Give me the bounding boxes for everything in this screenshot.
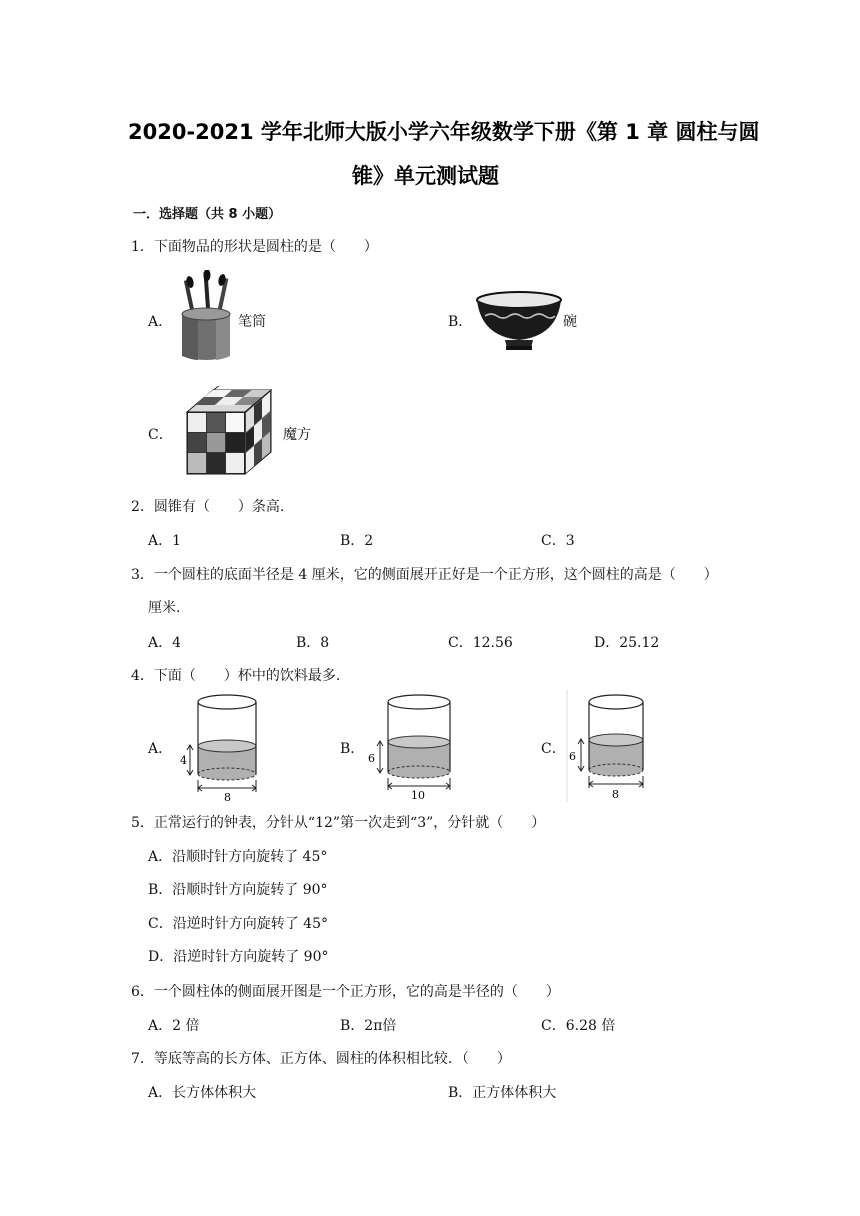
question-7-stem: 7．等底等高的长方体、正方体、圆柱的体积相比较．（ ） (131, 1051, 511, 1067)
question-3-option-a: A．4 (148, 635, 182, 651)
question-5-option-d: D．沿逆时针方向旋转了 90° (148, 949, 329, 965)
question-1-option-b-text: 碗 (563, 314, 577, 330)
cup-c-height-label: 6 (569, 750, 576, 763)
question-1-option-c-text: 魔方 (283, 427, 311, 443)
question-5-option-c: C．沿逆时针方向旋转了 45° (148, 916, 328, 932)
cup-a-image (170, 690, 262, 802)
question-2-stem: 2．圆锥有（ ）条高. (131, 499, 285, 515)
question-4-option-c-letter: C． (541, 741, 566, 757)
question-4-option-b-letter: B． (340, 741, 365, 757)
rubiks-cube-image (183, 386, 275, 478)
question-6-option-a: A．2 倍 (148, 1018, 200, 1034)
question-3-option-d: D．25.12 (594, 635, 660, 651)
question-3-option-b: B．8 (296, 635, 330, 651)
question-4-option-a-letter: A． (148, 741, 173, 757)
cup-a-width-label: 8 (224, 791, 231, 802)
question-6-option-b: B．2π倍 (340, 1018, 397, 1034)
question-2-option-c: C．3 (541, 533, 575, 549)
question-1-option-c-letter: C． (148, 427, 173, 443)
question-6-option-c: C．6.28 倍 (541, 1018, 616, 1034)
page-title-line2: 锥》单元测试题 (352, 164, 499, 188)
question-7-option-b: B．正方体体积大 (448, 1085, 557, 1101)
question-5-stem: 5．正常运行的钟表，分针从“12”第一次走到“3”，分针就（ ） (131, 815, 546, 831)
question-1-option-a-letter: A． (148, 314, 173, 330)
section-header: 一．选择题（共 8 小题） (133, 207, 282, 222)
question-1-option-b-letter: B． (448, 314, 473, 330)
cup-b-width-label: 10 (411, 789, 425, 802)
cup-b-image (362, 690, 458, 802)
question-3-stem: 3．一个圆柱的底面半径是 4 厘米，它的侧面展开正好是一个正方形，这个圆柱的高是（ ） (131, 567, 718, 583)
cup-c-image (563, 690, 649, 802)
page-title-line1: 2020-2021 学年北师大版小学六年级数学下册《第 1 章 圆柱与圆 (128, 120, 760, 144)
cup-b-height-label: 6 (368, 752, 375, 765)
question-1-option-a-text: 笔筒 (238, 314, 266, 330)
cup-c-width-label: 8 (612, 788, 619, 801)
pen-holder-image (176, 270, 236, 362)
question-3-option-c: C．12.56 (448, 635, 513, 651)
question-5-option-a: A．沿顺时针方向旋转了 45° (148, 849, 328, 865)
question-2-option-b: B．2 (340, 533, 374, 549)
question-3-stem-continued: 厘米. (148, 600, 181, 616)
bowl-image (475, 290, 563, 352)
question-7-option-a: A．长方体体积大 (148, 1085, 257, 1101)
question-4-stem: 4．下面（ ）杯中的饮料最多. (131, 668, 341, 684)
question-1-stem: 1．下面物品的形状是圆柱的是（ ） (131, 239, 378, 255)
question-6-stem: 6．一个圆柱体的侧面展开图是一个正方形，它的高是半径的（ ） (131, 984, 560, 1000)
question-2-option-a: A．1 (148, 533, 182, 549)
question-5-option-b: B．沿顺时针方向旋转了 90° (148, 882, 328, 898)
cup-a-height-label: 4 (180, 754, 187, 767)
